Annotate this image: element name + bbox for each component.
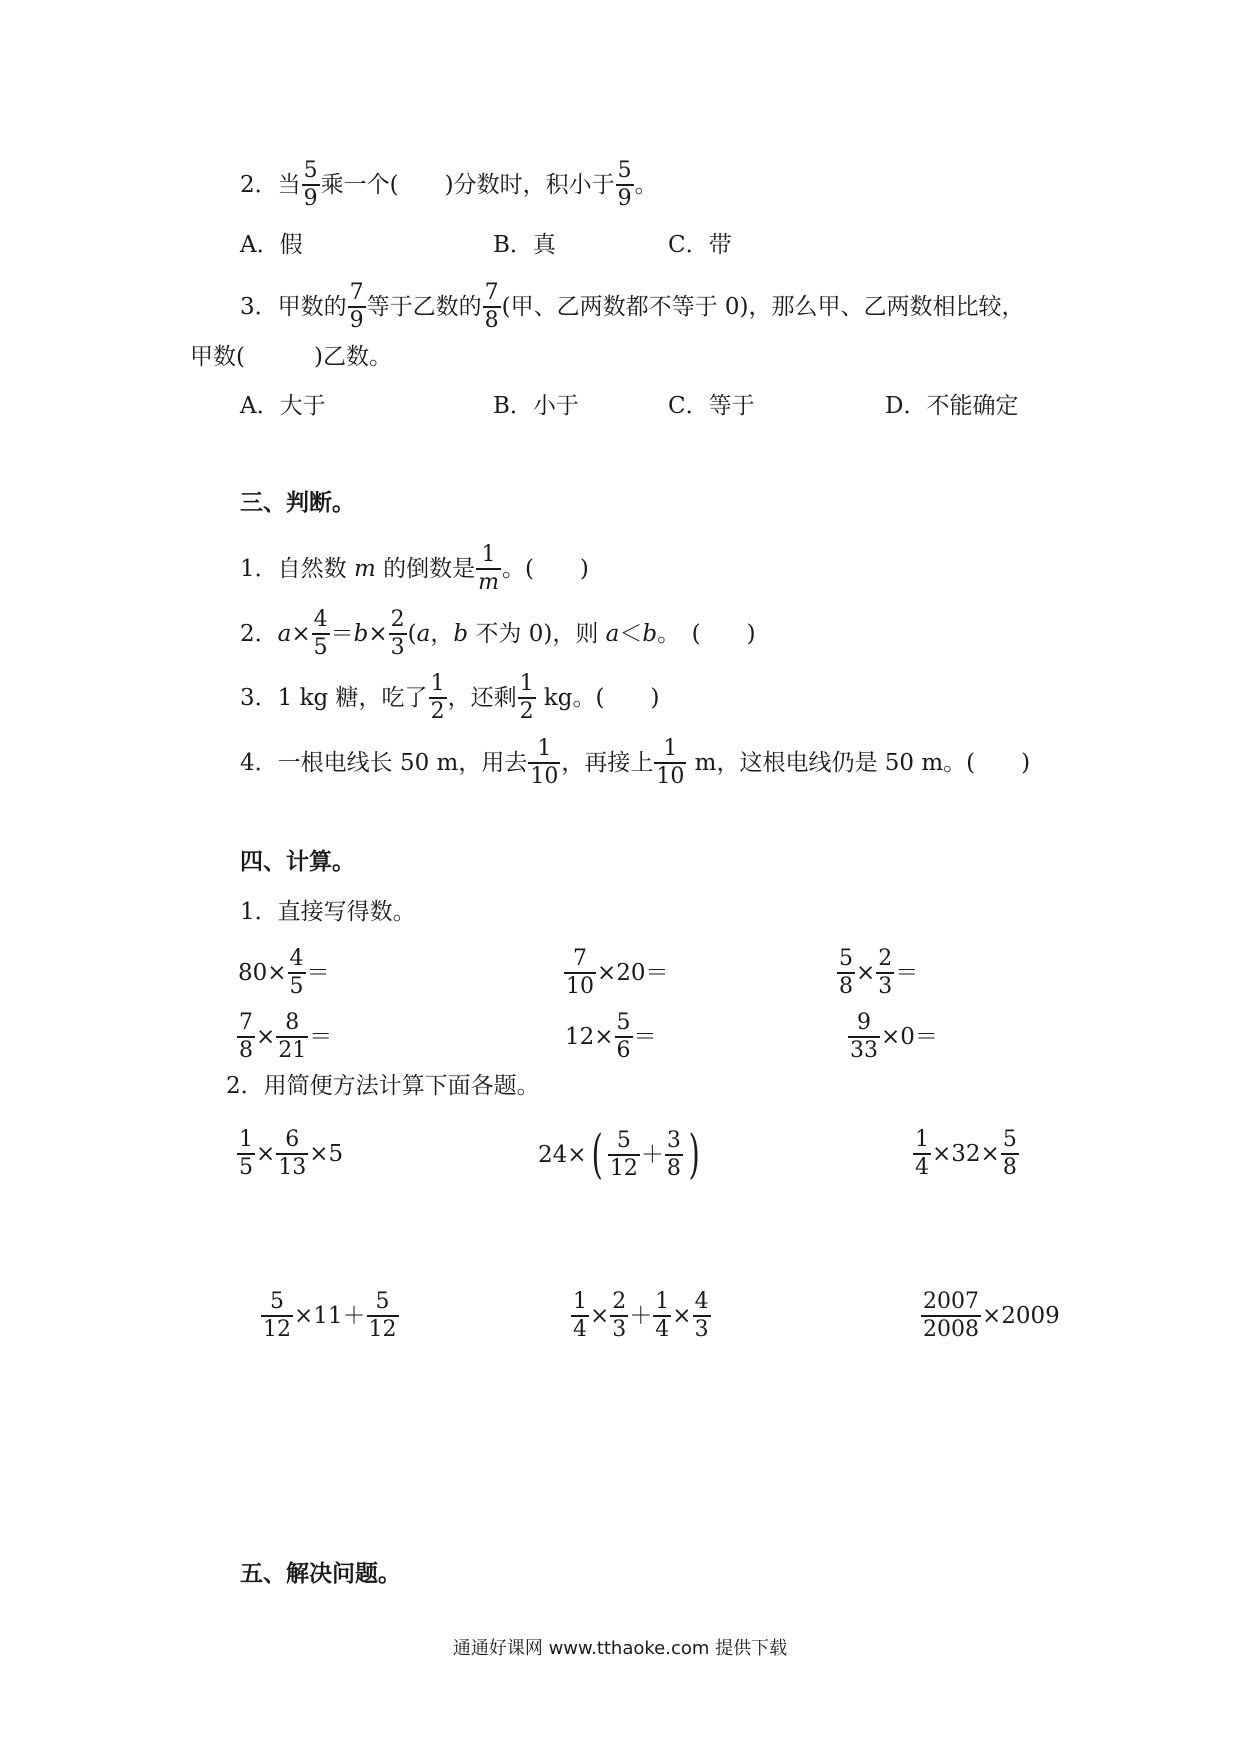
option-a: A．假 <box>240 232 303 258</box>
subheading: 1．直接写得数。 <box>240 899 416 925</box>
question-3-line2: 甲数( )乙数。 <box>190 344 392 370</box>
judge-2: 2．a× $\frac{4}{5}$ ＝b× $\frac{2}{3}$ (a，b 不为 0)，则 a＜b。 ( ) <box>240 607 756 660</box>
fraction: $\frac{2}{3}$ <box>612 1289 627 1342</box>
fraction: $\frac{7}{8}$ <box>239 1010 253 1063</box>
question-3: 3．甲数的 $\frac{7}{9}$ 等于乙数的 $\frac{7}{8}$ (甲、乙两数都不等于 0)，那么甲、乙两数相比较， <box>240 280 1025 333</box>
fraction: $\frac{5}{8}$ <box>1002 1127 1017 1180</box>
option-c: C．等于 <box>668 393 755 419</box>
fraction: $\frac{1}{10}$ <box>656 736 685 789</box>
option-c: C．带 <box>668 232 732 258</box>
section-title: 三、判断。 <box>240 489 355 516</box>
fraction: $\frac{7}{9}$ <box>349 280 364 333</box>
subheading: 2．用简便方法计算下面各题。 <box>226 1073 540 1099</box>
option-a: A．大于 <box>240 393 326 419</box>
fraction: $\frac{4}{3}$ <box>694 1289 709 1342</box>
simplify-item: $\frac{1}{4}$ × $\frac{2}{3}$ ＋ $\frac{1}{4}$ × $\frac{4}{3}$ <box>573 1289 709 1342</box>
option-d: D．不能确定 <box>885 393 1019 419</box>
fraction: $\frac{6}{13}$ <box>278 1127 307 1180</box>
calc-item: 12× $\frac{5}{6}$ ＝ <box>565 1010 657 1063</box>
option-b: B．小于 <box>493 393 579 419</box>
calc-item: $\frac{7}{8}$ × $\frac{8}{21}$ ＝ <box>239 1010 333 1063</box>
question-text: 2．当 <box>240 172 301 198</box>
fraction: $\frac{4}{5}$ <box>289 946 304 999</box>
calc-item: $\frac{9}{33}$ ×0＝ <box>850 1010 938 1063</box>
fraction: $\frac{1}{10}$ <box>530 736 559 789</box>
section-title: 四、计算。 <box>240 848 355 875</box>
fraction: $\frac{1}{2}$ <box>430 671 445 724</box>
simplify-item: $\frac{1}{4}$ ×32× $\frac{5}{8}$ <box>915 1127 1017 1180</box>
fraction: $\frac{8}{21}$ <box>278 1010 307 1063</box>
fraction: $\frac{1}{2}$ <box>519 671 534 724</box>
judge-1: 1．自然数 m 的倒数是 $\frac{1}{m}$ 。( ) <box>240 542 589 595</box>
fraction: $\frac{1}{4}$ <box>915 1127 929 1180</box>
fraction: $\frac{9}{33}$ <box>850 1010 878 1063</box>
simplify-item: 24×( $\frac{5}{12}$ ＋ $\frac{3}{8}$ ) <box>538 1125 700 1185</box>
fraction: $\frac{1}{4}$ <box>655 1289 670 1342</box>
question-2: 2．当 $\frac{5}{9}$ 乘一个( )分数时，积小于 $\frac{5}{9}$ 。 <box>240 158 658 211</box>
calc-item: $\frac{7}{10}$ ×20＝ <box>566 946 669 999</box>
fraction: $\frac{5}{9}$ <box>303 158 318 211</box>
section-title: 五、解决问题。 <box>240 1560 401 1587</box>
fraction: $\frac{7}{10}$ <box>566 946 594 999</box>
fraction: $\frac{5}{9}$ <box>617 158 632 211</box>
calc-item: $\frac{5}{8}$ × $\frac{2}{3}$ ＝ <box>839 946 919 999</box>
judge-4: 4．一根电线长 50 m，用去 $\frac{1}{10}$ ，再接上 $\frac{1}{10}$ m，这根电线仍是 50 m。( ) <box>240 736 1031 789</box>
simplify-item: $\frac{5}{12}$ ×11＋ $\frac{5}{12}$ <box>263 1289 397 1342</box>
option-b: B．真 <box>493 232 556 258</box>
fraction: $\frac{5}{12}$ <box>368 1289 397 1342</box>
fraction: $\frac{2}{3}$ <box>390 607 405 660</box>
fraction: $\frac{1}{4}$ <box>573 1289 587 1342</box>
simplify-item: $\frac{2007}{2008}$ ×2009 <box>923 1289 1060 1342</box>
calc-item: 80× $\frac{4}{5}$ ＝ <box>238 946 330 999</box>
fraction: $\frac{3}{8}$ <box>666 1128 681 1181</box>
fraction: $\frac{5}{6}$ <box>616 1010 631 1063</box>
fraction: $\frac{5}{12}$ <box>609 1128 638 1181</box>
fraction: $\frac{5}{12}$ <box>263 1289 291 1342</box>
fraction: $\frac{4}{5}$ <box>313 607 328 660</box>
question-text: 乘一个( )分数时，积小于 <box>320 172 615 198</box>
fraction: $\frac{2007}{2008}$ <box>923 1289 979 1342</box>
judge-3: 3．1 kg 糖，吃了 $\frac{1}{2}$ ，还剩 $\frac{1}{2}$ kg。( ) <box>240 671 660 724</box>
fraction: $\frac{7}{8}$ <box>484 280 499 333</box>
fraction: $\frac{1}{5}$ <box>239 1127 253 1180</box>
simplify-item: $\frac{1}{5}$ × $\frac{6}{13}$ ×5 <box>239 1127 344 1180</box>
footer-text: 通通好课网 www.tthaoke.com 提供下载 <box>452 1638 788 1659</box>
fraction: $\frac{1}{m}$ <box>478 542 499 595</box>
fraction: $\frac{5}{8}$ <box>839 946 853 999</box>
fraction: $\frac{2}{3}$ <box>878 946 893 999</box>
